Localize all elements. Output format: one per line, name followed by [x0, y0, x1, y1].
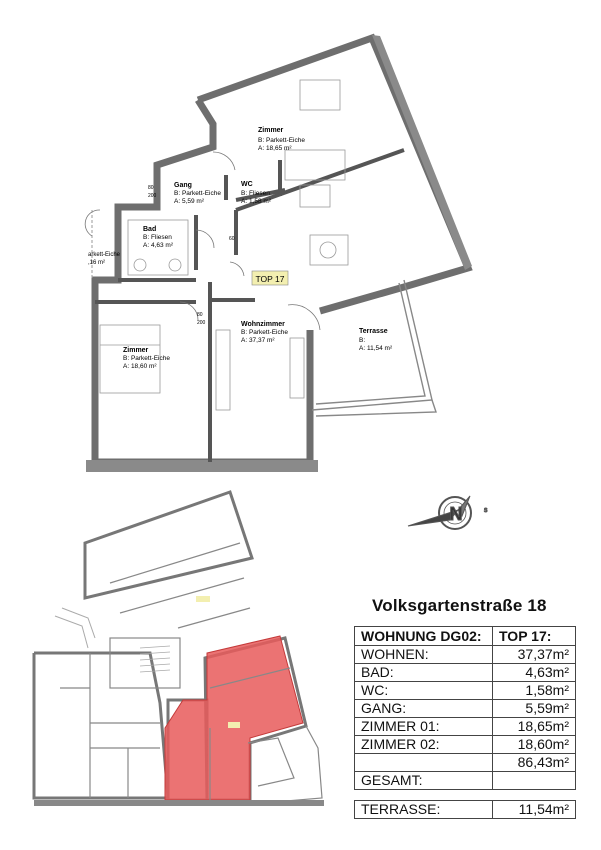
overview-balcony	[55, 608, 95, 648]
terrace-label: TERRASSE:	[355, 801, 493, 819]
svg-text:B: Parkett-Eiche: B: Parkett-Eiche	[241, 329, 288, 336]
table-row	[355, 682, 576, 700]
svg-text:Terrasse: Terrasse	[359, 328, 388, 335]
svg-text:N: N	[449, 504, 463, 524]
unit-tag	[252, 271, 288, 285]
svg-text:A: 18,65 m²: A: 18,65 m²	[258, 145, 292, 152]
svg-text:B: Fliesen: B: Fliesen	[241, 190, 270, 197]
room-label-wc	[241, 181, 272, 205]
svg-text:Bad: Bad	[143, 226, 157, 233]
svg-text:A: 5,59 m²: A: 5,59 m²	[174, 198, 204, 205]
highlighted-unit-top-17	[165, 636, 303, 800]
terrace-value: 11,54m²	[493, 801, 576, 819]
area-summary-table	[354, 626, 576, 819]
overview-unit-tag-1	[196, 596, 210, 602]
row-label: BAD:	[355, 664, 493, 682]
row-label: GANG:	[355, 700, 493, 718]
door-dimension-labels	[148, 185, 235, 326]
svg-text:B: Fliesen: B: Fliesen	[143, 234, 172, 241]
row-label: ZIMMER 02:	[355, 736, 493, 754]
table-row-total	[355, 772, 576, 790]
table-row	[355, 700, 576, 718]
svg-text:B:: B:	[359, 337, 366, 344]
row-value: 5,59m²	[493, 700, 576, 718]
room-label-zimmer-1	[258, 127, 305, 152]
table-row-total-value	[355, 754, 576, 772]
room-label-bad	[143, 226, 174, 249]
svg-text:80: 80	[197, 312, 203, 318]
row-label: WOHNEN:	[355, 646, 493, 664]
svg-text:Zimmer: Zimmer	[258, 127, 284, 134]
overview-base-wall	[34, 800, 324, 806]
row-value: 37,37m²	[493, 646, 576, 664]
overview-stairs	[140, 646, 170, 672]
svg-text:A: 37,37 m²: A: 37,37 m²	[241, 337, 275, 344]
row-label: ZIMMER 01:	[355, 718, 493, 736]
svg-text:WC: WC	[241, 181, 253, 188]
room-label-terrasse	[359, 328, 393, 352]
svg-text:A: 11,54 m²: A: 11,54 m²	[359, 345, 393, 352]
room-label-zimmer-2	[123, 347, 170, 370]
table-row	[355, 664, 576, 682]
svg-text:B: Parkett-Eiche: B: Parkett-Eiche	[258, 137, 305, 144]
svg-text:,16 m²: ,16 m²	[88, 260, 106, 266]
svg-text:A: 4,63 m²: A: 4,63 m²	[143, 242, 173, 249]
address-title: Volksgartenstraße 18	[372, 596, 547, 615]
row-value: 18,65m²	[493, 718, 576, 736]
svg-text:60: 60	[229, 236, 235, 242]
row-value: 4,63m²	[493, 664, 576, 682]
table-header-row	[355, 627, 576, 646]
svg-text:B: Parkett-Eiche: B: Parkett-Eiche	[174, 190, 221, 197]
wall-hatch	[86, 35, 472, 472]
svg-text:Zimmer: Zimmer	[123, 347, 149, 354]
table-row	[355, 646, 576, 664]
table-spacer	[355, 790, 576, 801]
table-row	[355, 736, 576, 754]
svg-text:Wohnzimmer: Wohnzimmer	[241, 321, 285, 328]
header-unit-label: WOHNUNG DG02:	[355, 627, 493, 646]
svg-text:Gang: Gang	[174, 182, 192, 189]
row-value: 1,58m²	[493, 682, 576, 700]
table-row	[355, 718, 576, 736]
row-value: 86,43m²	[493, 754, 576, 772]
svg-text:arkett-Eiche: arkett-Eiche	[88, 252, 121, 258]
total-value-empty	[493, 772, 576, 790]
svg-text:200: 200	[197, 320, 206, 326]
svg-text:TOP 17: TOP 17	[255, 274, 285, 284]
svg-text:80: 80	[148, 185, 154, 191]
row-label: WC:	[355, 682, 493, 700]
room-label-gang	[174, 182, 221, 205]
room-label-wohnzimmer	[241, 321, 288, 344]
row-label	[355, 754, 493, 772]
overview-unit-tag-2	[228, 722, 240, 728]
row-value: 18,60m²	[493, 736, 576, 754]
svg-text:S: S	[484, 508, 488, 514]
total-label: GESAMT:	[355, 772, 493, 790]
svg-text:A: 18,60 m²: A: 18,60 m²	[123, 363, 157, 370]
svg-text:B: Parkett-Eiche: B: Parkett-Eiche	[123, 355, 170, 362]
header-top-label: TOP 17:	[493, 627, 576, 646]
table-row-terrace	[355, 801, 576, 819]
svg-text:200: 200	[148, 193, 157, 199]
outer-walls	[95, 38, 468, 462]
svg-text:A: 1,58 m²: A: 1,58 m²	[241, 198, 271, 205]
